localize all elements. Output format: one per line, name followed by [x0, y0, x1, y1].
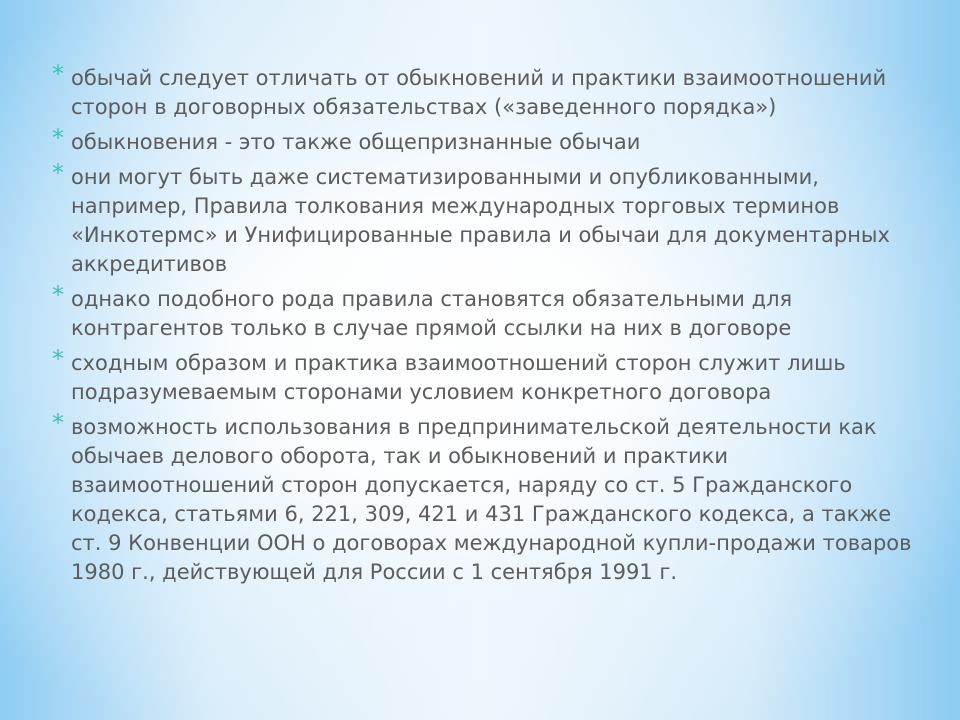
bullet-item: [52, 409, 912, 587]
bullet-text: обыкновения - это также общепризнанные обычаи: [71, 130, 641, 154]
bullet-item: [52, 281, 912, 343]
bullet-text: возможность использования в предпринимательской деятельности как обычаев делового оборота, так и обыкновений и практики взаимоотношений сторон допускается, наряду со ст. 5 Гражданского кодекса, статьями 6, 221, 309, 421 и 431 Гражданского кодекса, а также ст. 9 Конвенции ООН о договорах международной купли-продажи товаров 1980 г., действующей для России с 1 сентября 1991 г.: [71, 415, 912, 584]
bullet-text: обычай следует отличать от обыкновений и практики взаимоотношений сторон в договорных обязательствах («заведенного порядка»): [71, 66, 887, 119]
bullet-item: [52, 345, 912, 407]
bullet-item: [52, 60, 912, 122]
bullet-item: [52, 159, 912, 279]
bullet-text: однако подобного рода правила становятся обязательными для контрагентов только в случае прямой ссылки на них в договоре: [71, 287, 793, 340]
bullet-item: [52, 124, 912, 157]
bullet-list: [52, 60, 912, 593]
asterisk-bullet-icon: *: [52, 124, 64, 152]
bullet-text: сходным образом и практика взаимоотношений сторон служит лишь подразумеваемым сторонами условием конкретного договора: [71, 351, 846, 404]
asterisk-bullet-icon: *: [52, 60, 64, 88]
asterisk-bullet-icon: *: [52, 159, 64, 187]
bullet-text: они могут быть даже систематизированными и опубликованными, например, Правила толкования международных торговых терминов «Инкотермс» и Унифицированные правила и обычаи для документарных аккредитивов: [71, 165, 890, 276]
asterisk-bullet-icon: *: [52, 281, 64, 309]
asterisk-bullet-icon: *: [52, 345, 64, 373]
asterisk-bullet-icon: *: [52, 409, 64, 437]
